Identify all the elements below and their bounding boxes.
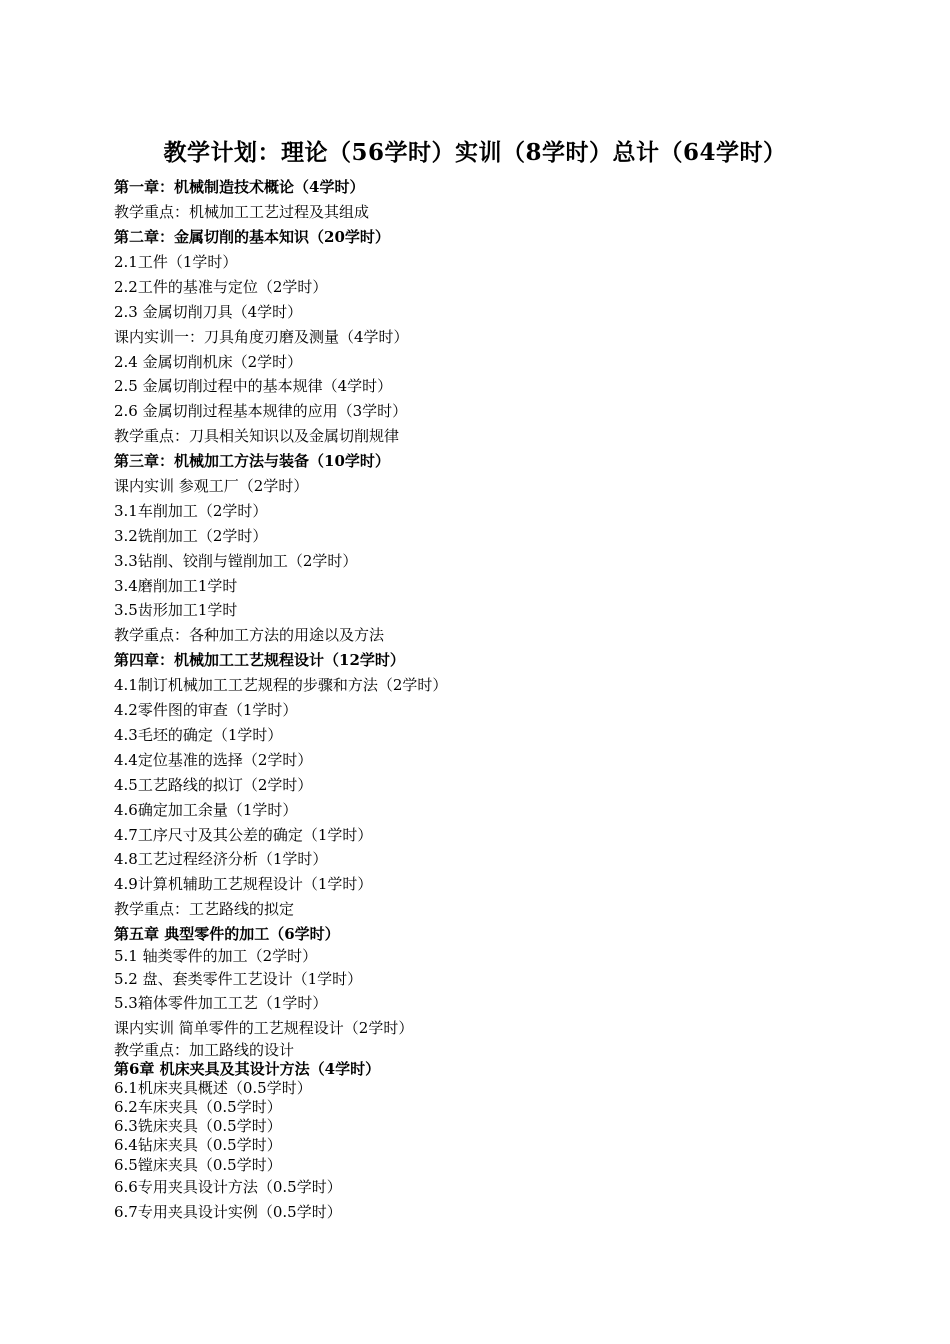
text-line: 教学重点：各种加工方法的用途以及方法 — [114, 626, 385, 644]
text-line: 2.5 金属切削过程中的基本规律（4学时） — [114, 377, 393, 395]
text-line: 2.3 金属切削刀具（4学时） — [114, 303, 303, 321]
text-line: 2.1工件（1学时） — [114, 253, 238, 271]
text-line: 4.8工艺过程经济分析（1学时） — [114, 850, 328, 868]
text-line: 5.2 盘、套类零件工艺设计（1学时） — [114, 970, 363, 988]
chapter-heading: 第四章：机械加工工艺规程设计（12学时） — [114, 651, 405, 669]
chapter-heading: 第6章 机床夹具及其设计方法（4学时） — [114, 1060, 381, 1078]
text-line: 3.4磨削加工1学时 — [114, 577, 238, 595]
text-line: 6.5镗床夹具（0.5学时） — [114, 1156, 282, 1174]
text-line: 3.1车削加工（2学时） — [114, 502, 268, 520]
text-line: 6.6专用夹具设计方法（0.5学时） — [114, 1178, 342, 1196]
text-line: 4.5工艺路线的拟订（2学时） — [114, 776, 313, 794]
text-line: 4.4定位基准的选择（2学时） — [114, 751, 313, 769]
chapter-heading: 第五章 典型零件的加工（6学时） — [114, 925, 340, 943]
text-line: 3.2铣削加工（2学时） — [114, 527, 268, 545]
text-line: 4.2零件图的审查（1学时） — [114, 701, 298, 719]
text-line: 4.1制订机械加工工艺规程的步骤和方法（2学时） — [114, 676, 448, 694]
text-line: 6.7专用夹具设计实例（0.5学时） — [114, 1203, 342, 1221]
text-line: 4.7工序尺寸及其公差的确定（1学时） — [114, 826, 373, 844]
text-line: 5.3箱体零件加工工艺（1学时） — [114, 994, 328, 1012]
text-line: 课内实训一：刀具角度刃磨及测量（4学时） — [114, 328, 409, 346]
text-line: 课内实训 简单零件的工艺规程设计（2学时） — [114, 1019, 414, 1037]
text-line: 3.3钻削、铰削与镗削加工（2学时） — [114, 552, 358, 570]
text-line: 2.2工件的基准与定位（2学时） — [114, 278, 328, 296]
text-line: 6.2车床夹具（0.5学时） — [114, 1098, 282, 1116]
chapter-heading: 第三章：机械加工方法与装备（10学时） — [114, 452, 390, 470]
document-title: 教学计划：理论（56学时）实训（8学时）总计（64学时） — [163, 139, 787, 166]
text-line: 2.6 金属切削过程基本规律的应用（3学时） — [114, 402, 408, 420]
text-line: 4.3毛坯的确定（1学时） — [114, 726, 283, 744]
chapter-heading: 第二章：金属切削的基本知识（20学时） — [114, 228, 390, 246]
text-line: 教学重点：加工路线的设计 — [114, 1041, 295, 1059]
text-line: 课内实训 参观工厂（2学时） — [114, 477, 309, 495]
text-line: 5.1 轴类零件的加工（2学时） — [114, 947, 318, 965]
text-line: 教学重点：机械加工工艺过程及其组成 — [114, 203, 370, 221]
text-line: 教学重点：刀具相关知识以及金属切削规律 — [114, 427, 400, 445]
text-line: 3.5齿形加工1学时 — [114, 601, 238, 619]
text-line: 2.4 金属切削机床（2学时） — [114, 353, 303, 371]
text-line: 教学重点：工艺路线的拟定 — [114, 900, 295, 918]
text-line: 6.3铣床夹具（0.5学时） — [114, 1117, 282, 1135]
text-line: 6.4钻床夹具（0.5学时） — [114, 1136, 282, 1154]
text-line: 4.6确定加工余量（1学时） — [114, 801, 298, 819]
text-line: 4.9计算机辅助工艺规程设计（1学时） — [114, 875, 373, 893]
chapter-heading: 第一章：机械制造技术概论（4学时） — [114, 178, 365, 196]
text-line: 6.1机床夹具概述（0.5学时） — [114, 1079, 312, 1097]
